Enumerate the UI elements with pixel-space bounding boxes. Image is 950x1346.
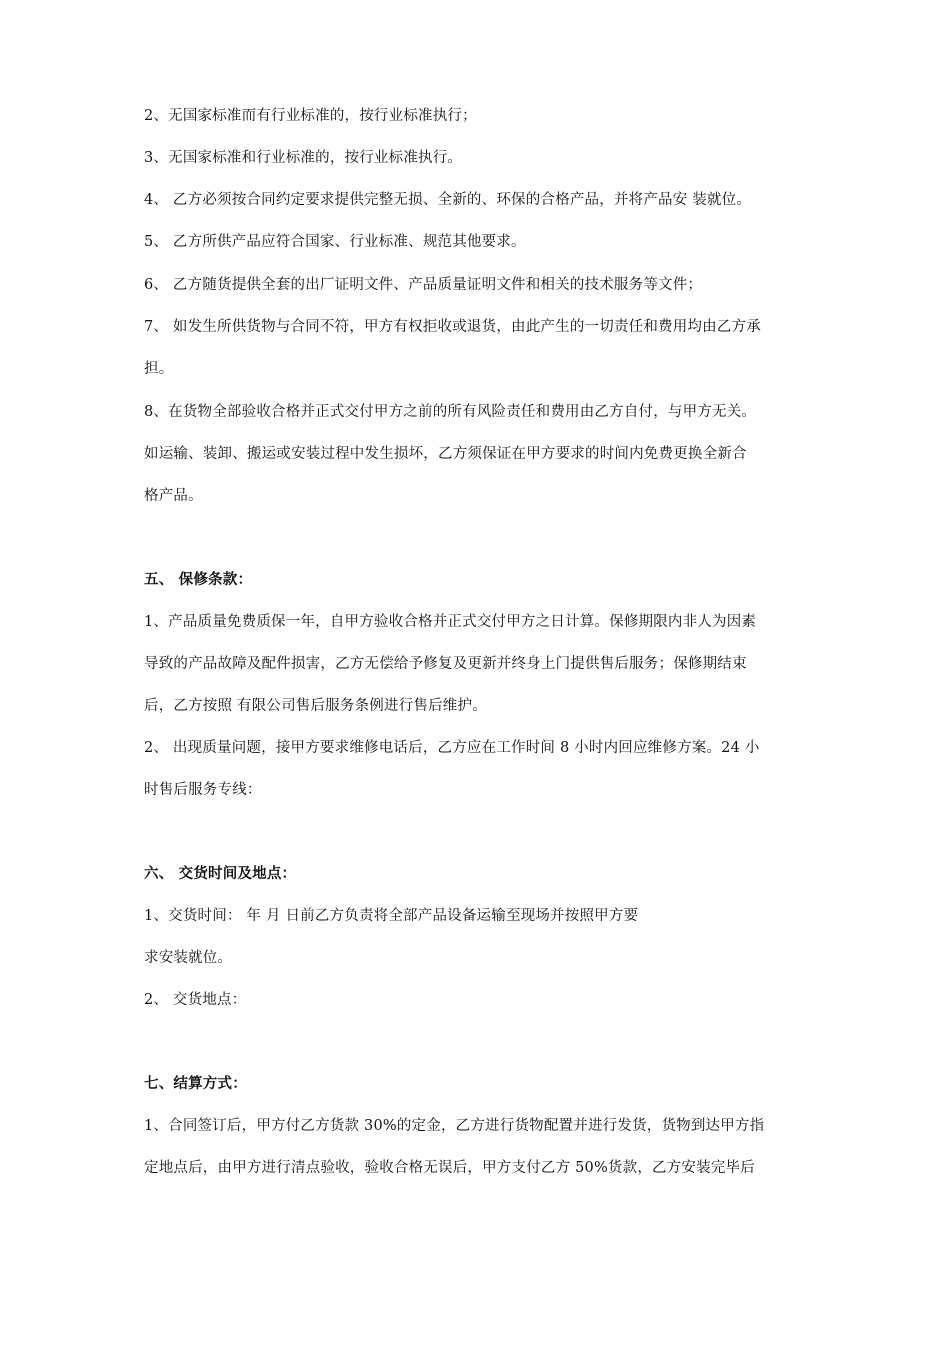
clause-7-1-line1: 1、合同签订后，甲方付乙方货款 30%的定金，乙方进行货物配置并进行发货，货物到达甲方指 (144, 1118, 765, 1134)
clause-4-3: 3、无国家标准和行业标准的，按行业标准执行。 (144, 150, 463, 166)
section-6-heading: 六、 交货时间及地点： (144, 866, 297, 882)
clause-4-7-line1: 7、 如发生所供货物与合同不符，甲方有权拒收或退货，由此产生的一切责任和费用均由乙方承 (144, 319, 761, 335)
clause-5-1-line1: 1、产品质量免费质保一年，自甲方验收合格并正式交付甲方之日计算。保修期限内非人为因素 (144, 614, 757, 630)
clause-4-8-line2: 如运输、装卸、搬运或安装过程中发生损坏，乙方须保证在甲方要求的时间内免费更换全新合 (144, 446, 747, 462)
clause-5-1-line2: 导致的产品故障及配件损害，乙方无偿给予修复及更新并终身上门提供售后服务；保修期结束 (144, 656, 747, 672)
clause-4-8-line1: 8、在货物全部验收合格并正式交付甲方之前的所有风险责任和费用由乙方自付，与甲方无关。 (144, 404, 757, 420)
section-7-heading: 七、结算方式： (144, 1076, 247, 1092)
clause-5-2-line1: 2、 出现质量问题，接甲方要求维修电话后，乙方应在工作时间 8 小时内回应维修方案。24 小 (144, 740, 760, 756)
clause-5-1-line3: 后，乙方按照 有限公司售后服务条例进行售后维护。 (144, 698, 487, 714)
clause-5-2-line2: 时售后服务专线： (144, 782, 262, 798)
clause-4-2: 2、无国家标准而有行业标准的，按行业标准执行； (144, 108, 477, 124)
clause-6-1-line1: 1、交货时间： 年 月 日前乙方负责将全部产品设备运输至现场并按照甲方要 (144, 908, 639, 924)
clause-7-1-line2: 定地点后，由甲方进行清点验收，验收合格无误后，甲方支付乙方 50%货款，乙方安装完毕后 (144, 1160, 755, 1176)
clause-6-1-line2: 求安装就位。 (144, 950, 233, 966)
clause-4-5: 5、 乙方所供产品应符合国家、行业标准、规范其他要求。 (144, 234, 526, 250)
clause-4-4: 4、 乙方必须按合同约定要求提供完整无损、全新的、环保的合格产品，并将产品安 装就位。 (144, 192, 752, 208)
clause-4-6: 6、 乙方随货提供全套的出厂证明文件、产品质量证明文件和相关的技术服务等文件； (144, 277, 703, 293)
clause-6-2: 2、 交货地点： (144, 992, 247, 1008)
clause-4-8-line3: 格产品。 (144, 488, 203, 504)
clause-4-7-line2: 担。 (144, 361, 174, 377)
section-5-heading: 五、 保修条款： (144, 572, 253, 588)
